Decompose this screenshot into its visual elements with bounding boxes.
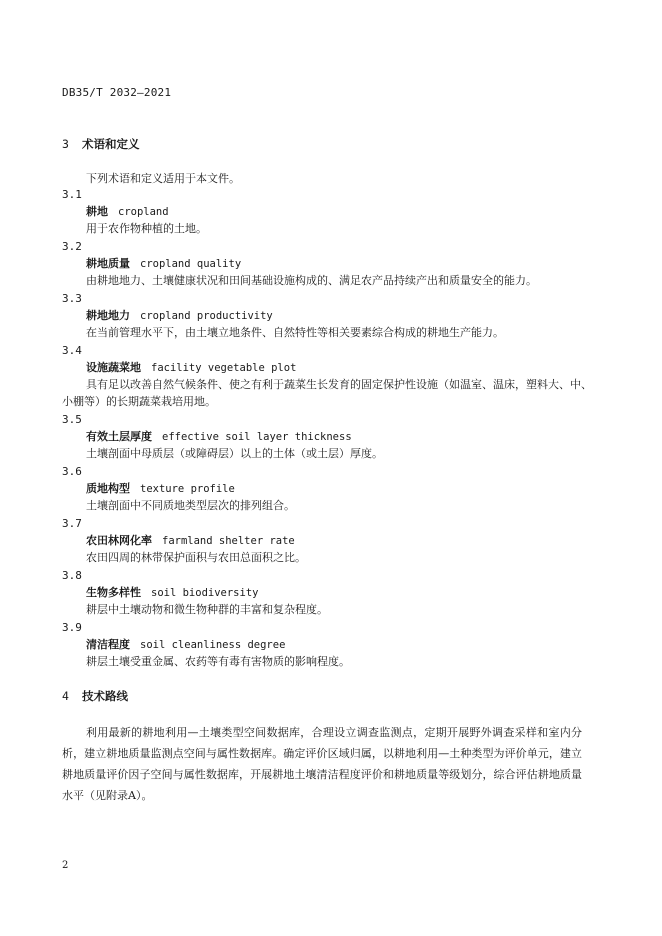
term-number: 3.2 <box>62 240 82 253</box>
term-definition: 农田四周的林带保护面积与农田总面积之比。 <box>86 551 306 564</box>
term-title <box>86 532 592 549</box>
section-3-title: 术语和定义 <box>82 137 140 151</box>
term-definition: 用于农作物种植的土地。 <box>86 222 207 235</box>
term-english-name: texture profile <box>140 483 235 495</box>
term-definition: 由耕地地力、土壤健康状况和田间基础设施构成的、满足农产品持续产出和质量安全的能力。 <box>86 274 537 287</box>
term-title <box>86 255 592 272</box>
term-chinese-name: 耕地 <box>86 205 108 218</box>
term-title <box>86 480 592 497</box>
term-entry <box>62 619 592 670</box>
term-entry <box>62 342 592 410</box>
term-chinese-name: 设施蔬菜地 <box>86 361 141 374</box>
term-english-name: soil biodiversity <box>151 587 259 599</box>
term-number: 3.9 <box>62 621 82 634</box>
term-entry <box>62 411 592 462</box>
term-title <box>86 307 592 324</box>
term-entry <box>62 238 592 289</box>
term-entry <box>62 515 592 566</box>
term-entry <box>62 290 592 341</box>
term-definition: 耕层土壤受重金属、农药等有毒有害物质的影响程度。 <box>86 655 350 668</box>
term-title <box>86 428 592 445</box>
section-3-number: 3 <box>62 137 69 151</box>
term-definition: 耕层中土壤动物和微生物种群的丰富和复杂程度。 <box>86 603 328 616</box>
term-title <box>86 203 592 220</box>
section-3-intro: 下列术语和定义适用于本文件。 <box>86 172 240 185</box>
section-4-number: 4 <box>62 689 69 703</box>
term-definition: 在当前管理水平下，由土壤立地条件、自然特性等相关要素综合构成的耕地生产能力。 <box>86 326 504 339</box>
term-chinese-name: 生物多样性 <box>86 586 141 599</box>
term-title <box>86 584 592 601</box>
term-english-name: cropland <box>118 206 169 218</box>
term-number: 3.1 <box>62 188 82 201</box>
term-definition: 土壤剖面中不同质地类型层次的排列组合。 <box>86 499 295 512</box>
page-number: 2 <box>62 860 69 871</box>
section-4-title: 技术路线 <box>82 689 128 703</box>
term-number: 3.6 <box>62 465 82 478</box>
term-title <box>86 359 592 376</box>
term-chinese-name: 质地构型 <box>86 482 130 495</box>
term-number: 3.8 <box>62 569 82 582</box>
term-english-name: cropland quality <box>140 258 242 270</box>
term-entry <box>62 463 592 514</box>
term-definition: 具有足以改善自然气候条件、使之有利于蔬菜生长发育的固定保护性设施（如温室、温床，塑料大、中、小棚等）的长期蔬菜栽培用地。 <box>62 378 592 408</box>
term-chinese-name: 有效土层厚度 <box>86 430 152 443</box>
term-entry <box>62 186 592 237</box>
term-number: 3.7 <box>62 517 82 530</box>
term-chinese-name: 清洁程度 <box>86 638 130 651</box>
term-number: 3.3 <box>62 292 82 305</box>
term-english-name: farmland shelter rate <box>162 535 295 547</box>
term-english-name: facility vegetable plot <box>151 362 297 374</box>
term-english-name: effective soil layer thickness <box>162 431 352 443</box>
section-4-paragraph: 利用最新的耕地利用—土壤类型空间数据库，合理设立调查监测点，定期开展野外调查采样和室内分析，建立耕地质量监测点空间与属性数据库。确定评价区域归属，以耕地利用—土种类型为评价单元，建立耕地质量评价因子空间与属性数据库，开展耕地土壤清洁程度评价和耕地质量等级划分，综合评估耕地质量水平（见附录A）。 <box>62 726 582 802</box>
section-3-heading <box>62 136 140 152</box>
document-id-header: DB35/T 2032—2021 <box>62 86 172 99</box>
term-chinese-name: 农田林网化率 <box>86 534 152 547</box>
term-english-name: soil cleanliness degree <box>140 639 286 651</box>
term-chinese-name: 耕地质量 <box>86 257 130 270</box>
term-number: 3.4 <box>62 344 82 357</box>
term-number: 3.5 <box>62 413 82 426</box>
term-english-name: cropland productivity <box>140 310 273 322</box>
section-4-heading <box>62 688 128 704</box>
term-title <box>86 636 592 653</box>
term-entry <box>62 567 592 618</box>
term-chinese-name: 耕地地力 <box>86 309 130 322</box>
term-definition: 土壤剖面中母质层（或障碍层）以上的土体（或土层）厚度。 <box>86 447 383 460</box>
